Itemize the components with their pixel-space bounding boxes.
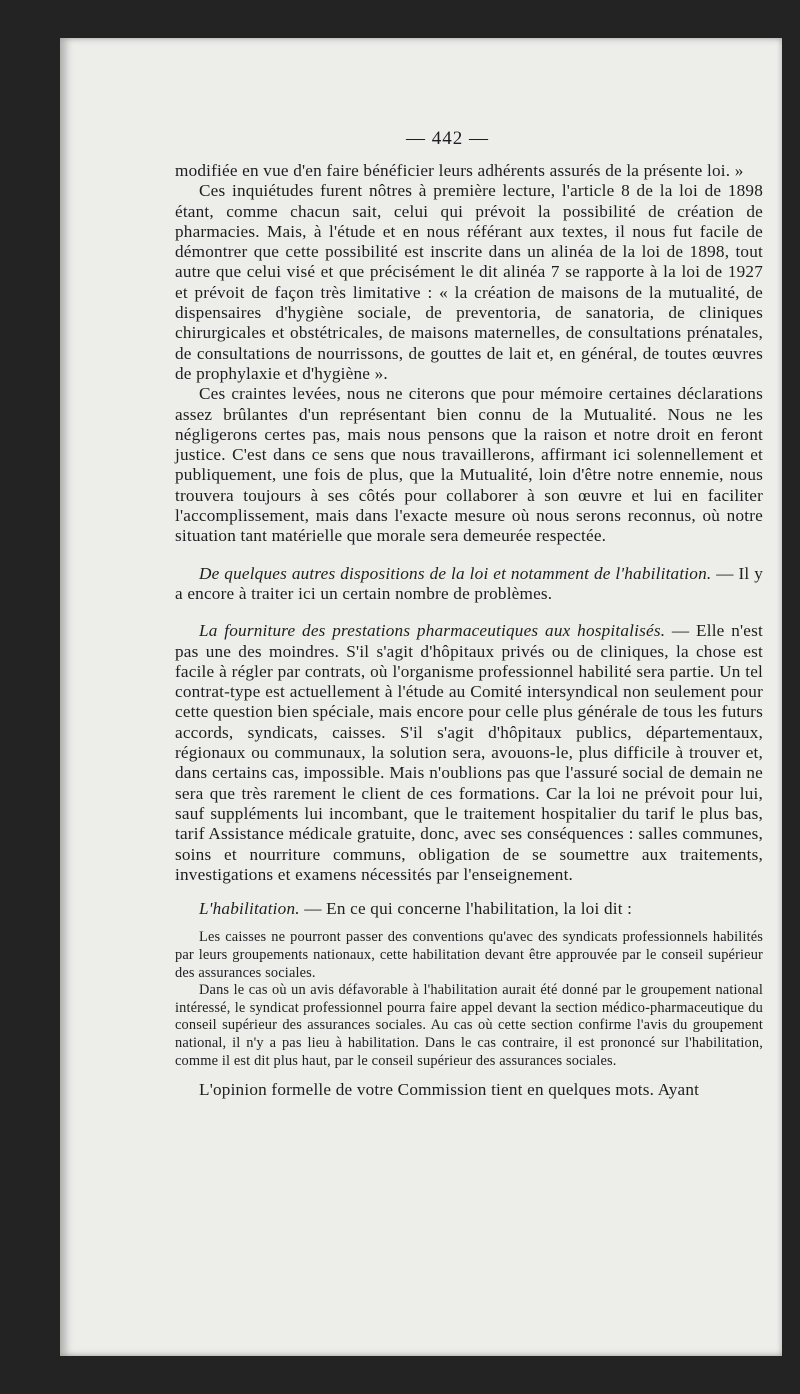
law-quote bbox=[175, 929, 763, 1070]
paragraph-opinion: L'opinion formelle de votre Commission tient en quelques mots. Ayant bbox=[199, 1080, 700, 1100]
section-heading-dispositions: De quelques autres dispositions de la loi et notamment de l'habilitation. bbox=[199, 563, 712, 583]
law-quote-paragraph-2: Dans le cas où un avis défavorable à l'habilitation aurait été donné par le groupement national intéressé, le syndicat professionnel pourra faire appel devant la section médico-pharmaceutique du conseil supérieur des assurances sociales. Au cas où cette section confirme l'avis du groupement national, il n'y a pas lieu à habilitation. Dans le cas contraire, il est prononcé sur l'habilitation, comme il est dit plus haut, par le conseil supérieur des assurances sociales. bbox=[175, 982, 763, 1069]
section-heading-fourniture: La fourniture des prestations pharmaceutiques aux hospitalisés. bbox=[199, 621, 666, 641]
body-text bbox=[175, 161, 763, 1100]
paragraph-fourniture-text: — Elle n'est pas une des moindres. S'il s'agit d'hôpitaux privés ou de cliniques, la chose est facile à régler par contrats, où l'organisme professionnel habilité sera partie. Un tel contrat-type est actuellement à l'étude au Comité intersyndical non seulement pour cette question bien spéciale, mais encore pour celle plus générale de tous les futurs accords, syndicats, caisses. S'il s'agit d'hôpitaux publics, départementaux, régionaux ou communaux, la solution sera, avouons-le, plus difficile à trouver et, dans certains cas, impossible. Mais n'oublions pas que l'assuré social de demain ne sera que très rarement le client de ces formations. Car la loi ne prévoit pour lui, sauf suppléments lui incombant, que le traitement hospitalier du tarif le plus bas, tarif Assistance médicale gratuite, donc, avec ses conséquences : salles communes, soins et nourriture communs, obligation de se soumettre aux traitements, investigations et examens nécessités par l'enseignement. bbox=[175, 621, 763, 884]
paragraph-fourniture bbox=[175, 621, 763, 885]
paragraph-habilitation-text: — En ce qui concerne l'habilitation, la loi dit : bbox=[299, 899, 633, 919]
paragraph-continuation: modifiée en vue d'en faire bénéficier leurs adhérents assurés de la présente loi. » bbox=[175, 161, 744, 180]
paragraph-autres-dispositions bbox=[175, 564, 763, 605]
page-number: — 442 — bbox=[406, 128, 489, 149]
paragraph-dispositions-text: — Il y a encore à traiter ici un certain nombre de problèmes. bbox=[175, 563, 763, 603]
paragraph-inquietudes: Ces inquiétudes furent nôtres à première lecture, l'article 8 de la loi de 1898 étant, comme chacun sait, celui qui prévoit la possibilité de création de pharmacies. Mais, à l'étude et en nous référant aux textes, il nous fut facile de démontrer que cette possibilité est inscrite dans un alinéa de la loi de 1898, tout autre que celui visé et que précisément le dit alinéa 7 se rapporte à la loi de 1927 et prévoit de façon très limitative : « la création de maisons de la mutualité, de dispensaires d'hygiène sociale, de preventoria, de sanatoria, de cliniques chirurgicales et obstétricales, de maisons maternelles, de consultations prénatales, de consultations de nourrissons, de gouttes de lait et, en général, de toutes œuvres de prophylaxie et d'hygiène ». bbox=[175, 181, 763, 383]
paragraph-habilitation bbox=[175, 899, 763, 919]
section-heading-habilitation: L'habilitation. bbox=[199, 899, 300, 919]
law-quote-paragraph-1: Les caisses ne pourront passer des conventions qu'avec des syndicats professionnels habilités par leurs groupements nationaux, cette habilitation devant être approuvée par le conseil supérieur des assurances sociales. bbox=[175, 929, 763, 981]
paragraph-craintes: Ces craintes levées, nous ne citerons que pour mémoire certaines déclarations assez brûlantes d'un représentant bien connu de la Mutualité. Nous ne les négligerons certes pas, mais nous pensons que la raison et notre droit en feront justice. C'est dans ce sens que nous travaillerons, affirmant ici solennellement et publiquement, une fois de plus, que la Mutualité, loin d'être notre ennemie, nous trouvera toujours à ses côtés pour collaborer à son œuvre et lui en faciliter l'accomplissement, mais dans l'exacte mesure où nous serons reconnus, où notre situation tant matérielle que morale sera demeurée respectée. bbox=[175, 384, 763, 546]
